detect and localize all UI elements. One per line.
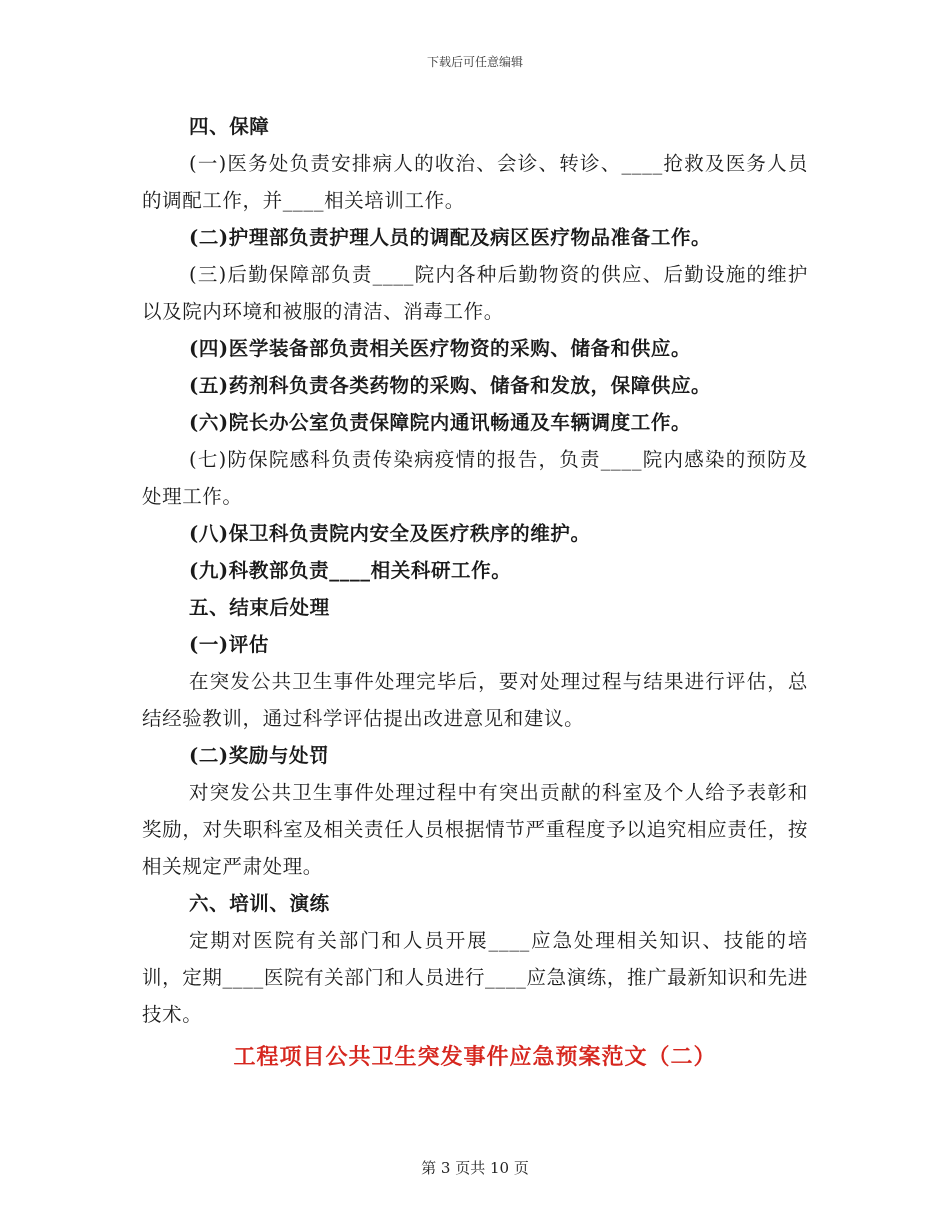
- subheading-pinggu: (一)评估: [189, 633, 269, 656]
- paragraph-7: (七)防保院感科负责传染病疫情的报告，负责____院内感染的预防及处理工作。: [142, 448, 808, 508]
- paragraph-peixun: 定期对医院有关部门和人员开展____应急处理相关知识、技能的培训，定期____医院有关部门和人员进行____应急演练，推广最新知识和先进技术。: [142, 929, 808, 1026]
- paragraph-8: (八)保卫科负责院内安全及医疗秩序的维护。: [189, 522, 591, 545]
- section-title: 工程项目公共卫生突发事件应急预案范文（二）: [233, 1044, 717, 1070]
- paragraph-pinggu: 在突发公共卫生事件处理完毕后，要对处理过程与结果进行评估，总结经验教训，通过科学评估提出改进意见和建议。: [142, 670, 808, 730]
- paragraph-jiangli: 对突发公共卫生事件处理过程中有突出贡献的科室及个人给予表彰和奖励，对失职科室及相关责任人员根据情节严重程度予以追究相应责任，按相关规定严肃处理。: [142, 781, 808, 878]
- heading-peixun: 六、培训、演练: [189, 892, 330, 915]
- heading-baozhang: 四、保障: [189, 115, 270, 138]
- page-header-note: 下载后可任意编辑: [426, 55, 523, 69]
- paragraph-4: (四)医学装备部负责相关医疗物资的采购、储备和供应。: [189, 337, 692, 360]
- paragraph-5: (五)药剂科负责各类药物的采购、储备和发放，保障供应。: [189, 374, 712, 397]
- heading-jieshu: 五、结束后处理: [189, 596, 330, 619]
- paragraph-6: (六)院长办公室负责保障院内通讯畅通及车辆调度工作。: [189, 411, 692, 434]
- subheading-jiangli: (二)奖励与处罚: [189, 744, 330, 767]
- page-number: 第 3 页共 10 页: [421, 1159, 529, 1177]
- document-body: [142, 108, 808, 1076]
- paragraph-1: (一)医务处负责安排病人的收治、会诊、转诊、____抢救及医务人员的调配工作，并____相关培训工作。: [142, 152, 808, 212]
- paragraph-2: (二)护理部负责护理人员的调配及病区医疗物品准备工作。: [189, 226, 712, 249]
- paragraph-3: (三)后勤保障部负责____院内各种后勤物资的供应、后勤设施的维护以及院内环境和被服的清洁、消毒工作。: [142, 263, 808, 323]
- paragraph-9: (九)科教部负责____相关科研工作。: [189, 559, 512, 582]
